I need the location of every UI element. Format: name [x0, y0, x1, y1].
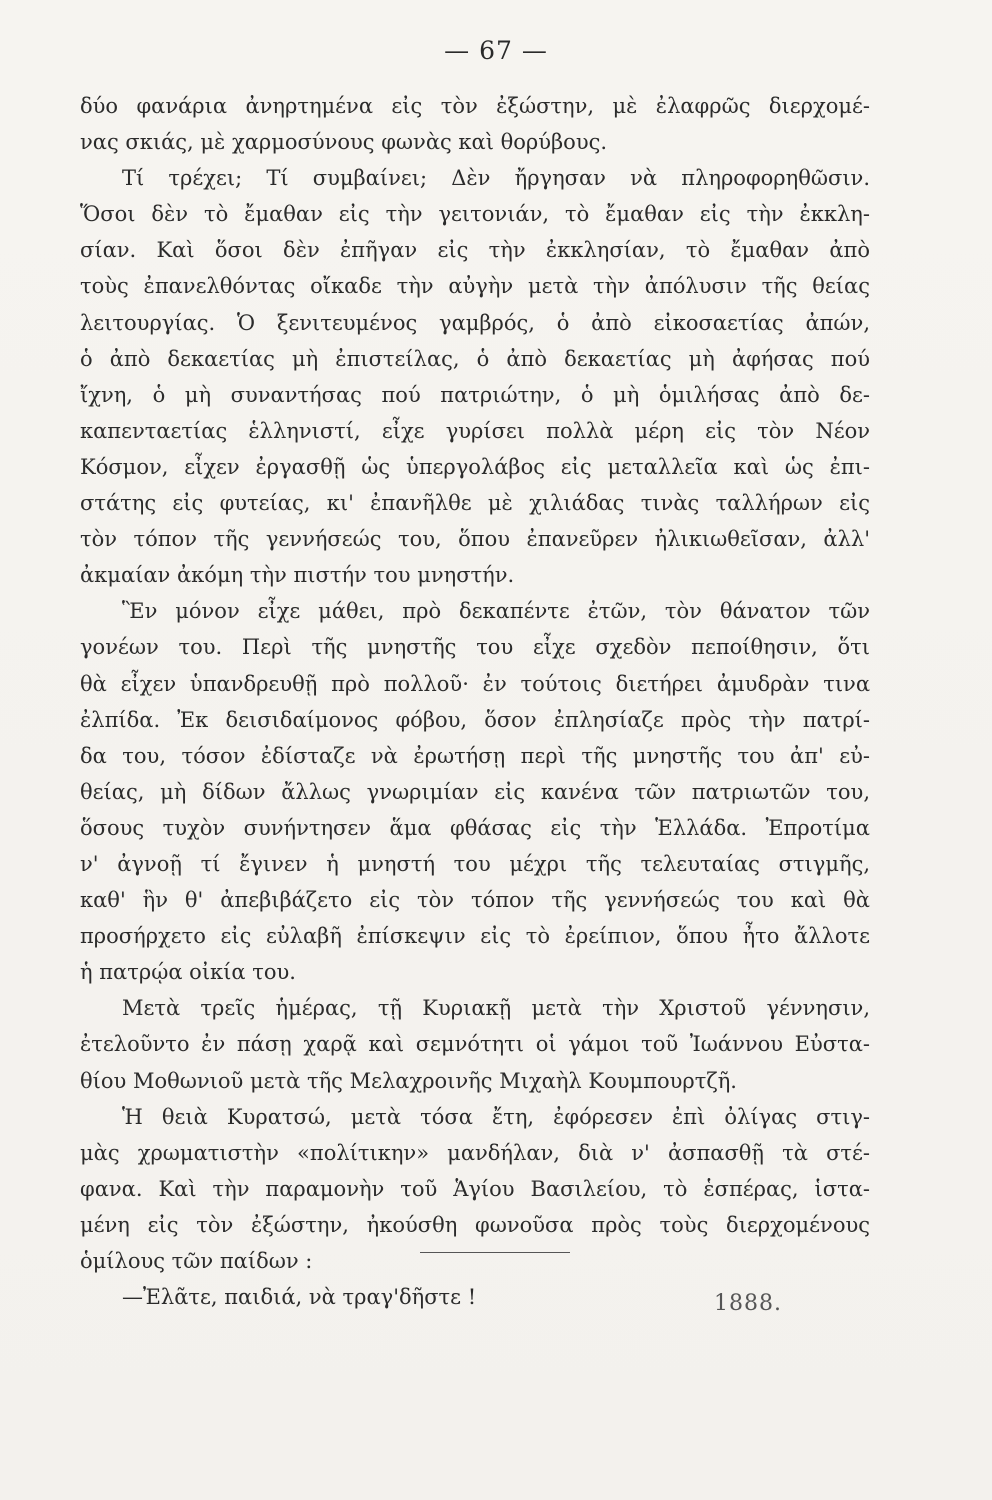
text-line: Κόσμον, εἶχεν ἐργασθῇ ὡς ὑπεργολάβος εἰς μεταλλεῖα καὶ ὡς ἐπι-: [80, 454, 870, 479]
text-line: ὁ ἀπὸ δεκαετίας μὴ ἐπιστείλας, ὁ ἀπὸ δεκαετίας μὴ ἀφήσας πού: [80, 346, 870, 371]
text-line: προσήρχετο εἰς εὐλαβῆ ἐπίσκεψιν εἰς τὸ ἐρείπιον, ὅπου ἦτο ἄλλοτε: [80, 924, 870, 949]
text-line: καθ' ἣν θ' ἀπεβιβάζετο εἰς τὸν τόπον τῆς γεννήσεώς του καὶ θὰ: [80, 888, 870, 913]
text-line: στάτης εἰς φυτείας, κι' ἐπανῆλθε μὲ χιλιάδας τινὰς ταλλήρων εἰς: [80, 491, 870, 516]
text-line: ὁμίλους τῶν παίδων :: [80, 1249, 313, 1273]
text-line: νας σκιάς, μὲ χαρμοσύνους φωνὰς καὶ θορύβους.: [80, 130, 608, 155]
text-line: γονέων του. Περὶ τῆς μνηστῆς του εἶχε σχεδὸν πεποίθησιν, ὅτι: [80, 635, 870, 660]
text-line: θίου Μοθωνιοῦ μετὰ τῆς Μελαχροινῆς Μιχαὴλ Κουμπουρτζῆ.: [80, 1068, 737, 1093]
text-line: ἐτελοῦντο ἐν πάσῃ χαρᾷ καὶ σεμνότητι οἱ γάμοι τοῦ Ἰωάννου Εὐστα-: [80, 1032, 870, 1057]
text-line: καπενταετίας ἑλληνιστί, εἶχε γυρίσει πολλὰ μέρη εἰς τὸν Νέον: [80, 418, 870, 443]
text-line: ἴχνη, ὁ μὴ συναντήσας πού πατριώτην, ὁ μὴ ὁμιλήσας ἀπὸ δε-: [80, 382, 870, 407]
text-line: θείας, μὴ δίδων ἄλλως γνωριμίαν εἰς κανένα τῶν πατριωτῶν του,: [80, 779, 870, 804]
text-line: θὰ εἶχεν ὑπανδρευθῇ πρὸ πολλοῦ· ἐν τούτοις διετήρει ἀμυδρὰν τινα: [80, 671, 870, 696]
text-line: τοὺς ἐπανελθόντας οἴκαδε τὴν αὐγὴν μετὰ τὴν ἀπόλυσιν τῆς θείας: [80, 274, 870, 299]
date-label: 1888.: [714, 1291, 782, 1317]
text-line: ἀκμαίαν ἀκόμη τὴν πιστήν του μνηστήν.: [80, 563, 515, 588]
text-line: φανα. Καὶ τὴν παραμονὴν τοῦ Ἁγίου Βασιλείου, τὸ ἑσπέρας, ἱστα-: [80, 1176, 870, 1201]
closing-rule: [420, 1252, 570, 1253]
text-line: ὅσους τυχὸν συνήντησεν ἅμα φθάσας εἰς τὴν Ἑλλάδα. Ἐπροτίμα: [80, 815, 870, 840]
closing-row: [80, 1279, 870, 1319]
text-line: ἐλπίδα. Ἐκ δεισιδαίμονος φόβου, ὅσον ἐπλησίαζε πρὸς τὴν πατρί-: [80, 707, 870, 732]
text-line: ν' ἀγνοῇ τί ἔγινεν ἡ μνηστή του μέχρι τῆς τελευταίας στιγμῆς,: [80, 851, 870, 876]
text-line: τὸν τόπον τῆς γεννήσεώς του, ὅπου ἐπανεῦρεν ἠλικιωθεῖσαν, ἀλλ': [80, 527, 870, 552]
text-line: Ἡ θειὰ Κυρατσώ, μετὰ τόσα ἔτη, ἐφόρεσεν ἐπὶ ὀλίγας στιγ-: [122, 1104, 870, 1129]
text-line: μένη εἰς τὸν ἐξώστην, ἠκούσθη φωνοῦσα πρὸς τοὺς διερχομένους: [80, 1212, 870, 1237]
text-line: Μετὰ τρεῖς ἡμέρας, τῇ Κυριακῇ μετὰ τὴν Χριστοῦ γέννησιν,: [122, 996, 870, 1021]
text-line: ἡ πατρῴα οἰκία του.: [80, 960, 296, 985]
text-line: λειτουργίας. Ὁ ξενιτευμένος γαμβρός, ὁ ἀπὸ εἰκοσαετίας ἀπών,: [80, 310, 870, 335]
closing-dialogue-line: —Ἐλᾶτε, παιδιά, νὰ τραγ'δῆστε !: [122, 1285, 477, 1310]
text-line: Τί τρέχει; Τί συμβαίνει; Δὲν ἤργησαν νὰ πληροφορηθῶσιν.: [122, 166, 870, 191]
text-line: Ἓν μόνον εἶχε μάθει, πρὸ δεκαπέντε ἐτῶν, τὸν θάνατον τῶν: [122, 599, 870, 624]
text-line: σίαν. Καὶ ὅσοι δὲν ἐπῆγαν εἰς τὴν ἐκκλησίαν, τὸ ἔμαθαν ἀπὸ: [80, 238, 870, 263]
text-line: Ὅσοι δὲν τὸ ἔμαθαν εἰς τὴν γειτονιάν, τὸ ἔμαθαν εἰς τὴν ἐκκλη-: [80, 202, 870, 227]
text-line: μὰς χρωματιστὴν «πολίτικην» μανδήλαν, διὰ ν' ἀσπασθῇ τὰ στέ-: [80, 1140, 870, 1165]
text-line: δύο φανάρια ἀνηρτημένα εἰς τὸν ἐξώστην, μὲ ἐλαφρῶς διερχομέ-: [80, 94, 870, 118]
text-line: δα του, τόσον ἐδίσταζε νὰ ἐρωτήσῃ περὶ τῆς μνηστῆς του ἀπ' εὐ-: [80, 743, 870, 768]
body-text: [80, 88, 870, 1319]
page-number: — 67 —: [444, 36, 548, 65]
